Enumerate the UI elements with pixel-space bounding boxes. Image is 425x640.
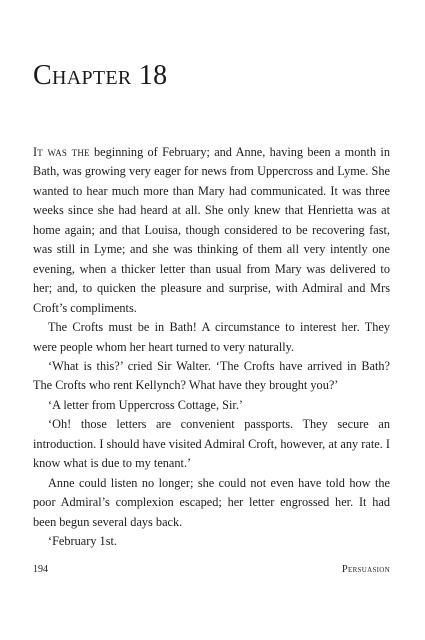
paragraph-4: ‘A letter from Uppercross Cottage, Sir.’	[48, 397, 243, 412]
running-head: Persuasion	[341, 564, 390, 575]
paragraph-1-text: beginning of February; and Anne, having been a month in Bath, was growing very eager for news from Uppercross and Lyme. She wanted to hear much more than Mary had communicated. It was three weeks since she had heard at all. She only knew that Henrietta was at home again; and that Louisa, though considered to be recovering fast, was still in Lyme; and she was thinking of them all very intently one evening, when a thicker letter than usual from Mary was delivered to her; and, to quicken the pleasure and surprise, with Admiral and Mrs Croft’s compliments.	[33, 145, 390, 315]
paragraph-6: Anne could listen no longer; she could not even have told how the poor Admiral’s complexion escaped; her letter engrossed her. It had been begun several days back.	[33, 475, 390, 529]
paragraph-1	[33, 143, 390, 318]
chapter-body	[33, 143, 390, 552]
paragraph-3: ‘What is this?’ cried Sir Walter. ‘The Crofts have arrived in Bath? The Crofts who rent Kellynch? What have they brought you?’	[33, 358, 390, 393]
paragraph-2: The Crofts must be in Bath! A circumstance to interest her. They were people whom her heart turned to very naturally.	[33, 320, 390, 354]
chapter-title: Chapter 18	[33, 60, 168, 91]
paragraph-5: ‘Oh! those letters are convenient passports. They secure an introduction. I should have visited Admiral Croft, however, at any rate. I know what is due to my tenant.’	[33, 417, 390, 471]
paragraph-lead-small-caps: It was the	[33, 145, 90, 159]
paragraph-7: ‘February 1st.	[48, 534, 117, 549]
page-number: 194	[33, 564, 48, 575]
